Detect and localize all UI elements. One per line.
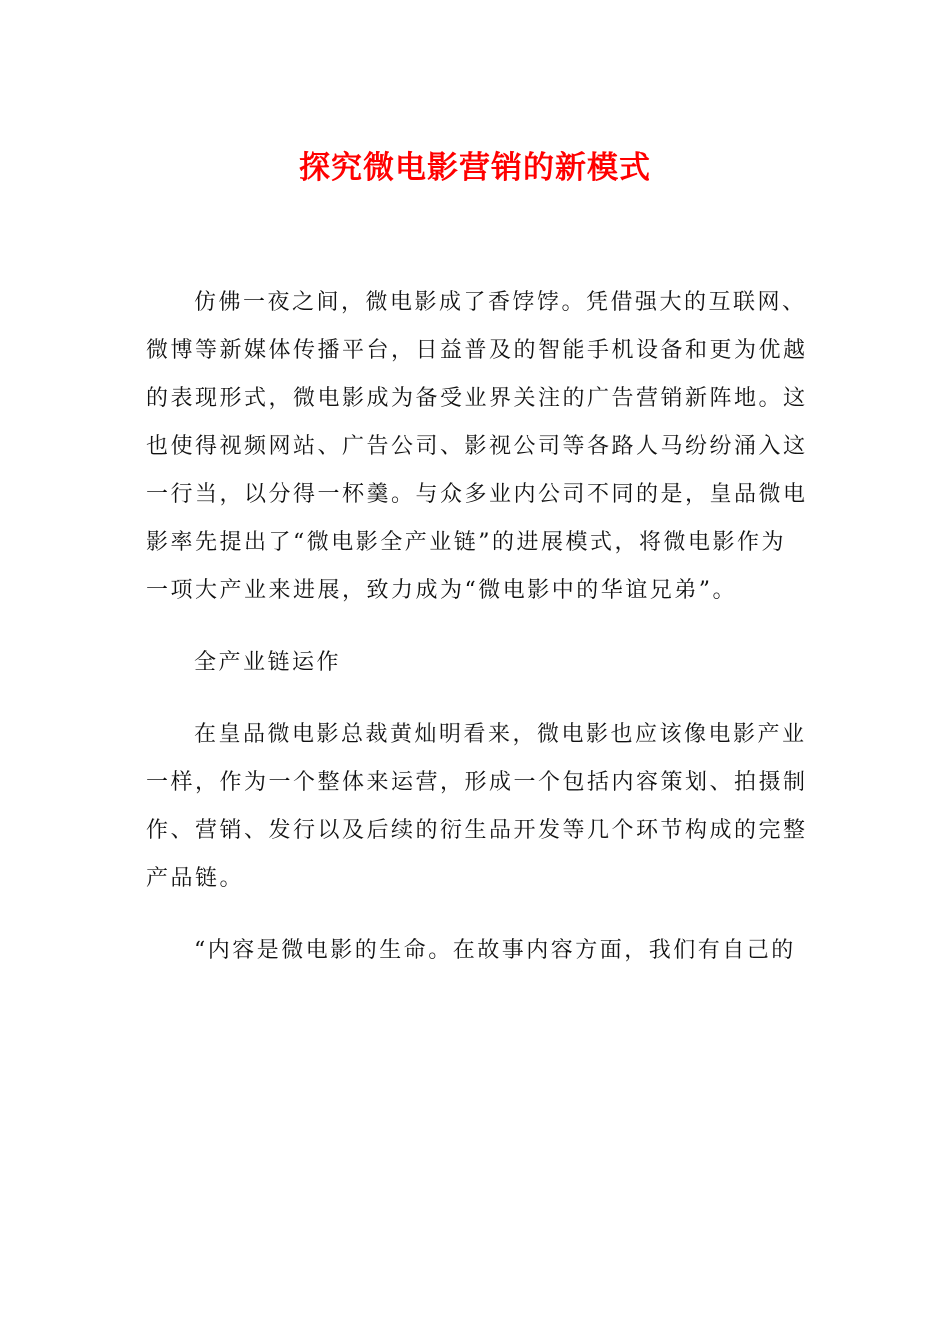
text-line: 的表现形式，微电影成为备受业界关注的广告营销新阵地。这 — [146, 386, 808, 411]
text-line: 作、营销、发行以及后续的衍生品开发等几个环节构成的完整 — [146, 818, 808, 843]
text-line: 全产业链运作 — [194, 650, 342, 675]
paragraph-industry-chain — [146, 711, 808, 903]
text-line: 在皇品微电影总裁黄灿明看来，微电影也应该像电影产业 — [194, 722, 807, 747]
paragraph-content-quote — [146, 927, 794, 975]
text-line: 仿佛一夜之间，微电影成了香饽饽。凭借强大的互联网、 — [194, 290, 807, 315]
text-line: 一样，作为一个整体来运营，形成一个包括内容策划、拍摄制 — [146, 770, 808, 795]
document-body — [146, 279, 808, 999]
text-line: 一项大产业来进展，致力成为“微电影中的华谊兄弟”。 — [146, 578, 737, 603]
text-line: 产品链。 — [146, 866, 245, 891]
section-heading — [146, 639, 794, 687]
document-title: 探究微电影营销的新模式 — [299, 150, 651, 186]
text-line: 一行当，以分得一杯羹。与众多业内公司不同的是，皇品微电 — [146, 482, 808, 507]
text-line: 也使得视频网站、广告公司、影视公司等各路人马纷纷涌入这 — [146, 434, 808, 459]
text-line: 微博等新媒体传播平台，日益普及的智能手机设备和更为优越 — [146, 338, 808, 363]
text-line: 影率先提出了“微电影全产业链”的进展模式，将微电影作为 — [146, 530, 786, 555]
paragraph-intro — [146, 279, 808, 615]
text-line: “内容是微电影的生命。在故事内容方面，我们有自己的 — [194, 938, 796, 963]
